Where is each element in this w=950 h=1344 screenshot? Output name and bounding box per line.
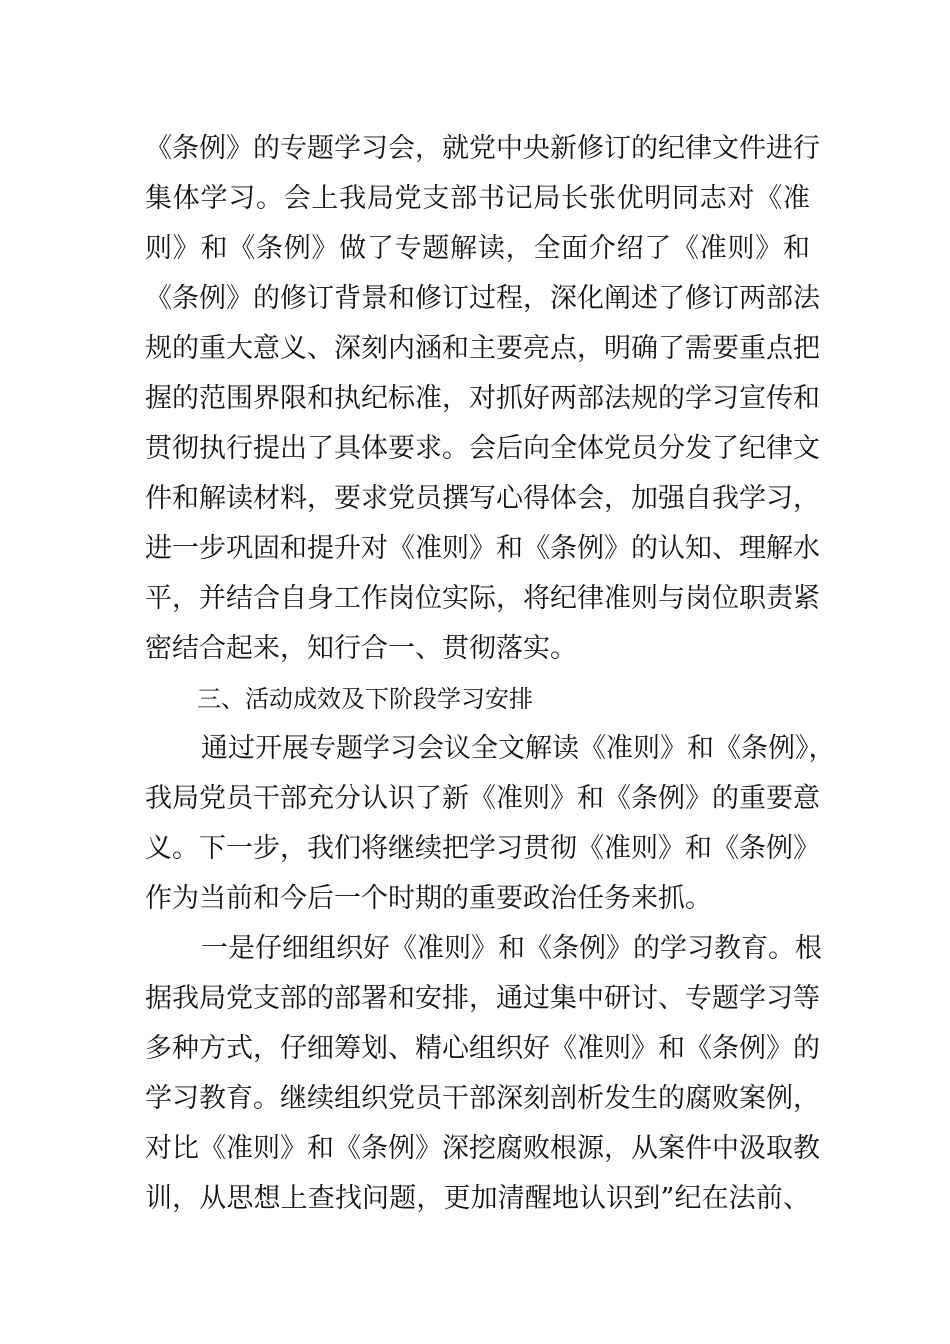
paragraph-line: 规的重大意义、深刻内涵和主要亮点，明确了需要重点把: [145, 333, 820, 364]
paragraph-line: 通过开展专题学习会议全文解读《准则》和《条例》，: [201, 733, 836, 764]
paragraph-line: 学习教育。继续组织党员干部深刻剖析发生的腐败案例，: [145, 1083, 820, 1114]
paragraph-line: 训，从思想上查找问题，更加清醒地认识到”纪在法前、: [145, 1183, 810, 1214]
paragraph-line: 多种方式，仔细筹划、精心组织好《准则》和《条例》的: [145, 1033, 820, 1064]
paragraph-line: 贯彻执行提出了具体要求。会后向全体党员分发了纪律文: [145, 433, 820, 464]
paragraph-line: 则》和《条例》做了专题解读，全面介绍了《准则》和: [145, 233, 810, 264]
paragraph-line: 一是仔细组织好《准则》和《条例》的学习教育。根: [201, 933, 822, 964]
paragraph-line: 对比《准则》和《条例》深挖腐败根源，从案件中汲取教: [145, 1133, 820, 1164]
paragraph-line: 密结合起来，知行合一、贯彻落实。: [145, 633, 577, 664]
paragraph-line: 据我局党支部的部署和安排，通过集中研讨、专题学习等: [145, 983, 820, 1014]
paragraph-line: 作为当前和今后一个时期的重要政治任务来抓。: [145, 883, 712, 914]
paragraph-line: 《条例》的修订背景和修订过程，深化阐述了修订两部法: [145, 283, 820, 314]
paragraph-line: 平，并结合自身工作岗位实际，将纪律准则与岗位职责紧: [145, 583, 820, 614]
paragraph-line: 握的范围界限和执纪标准，对抓好两部法规的学习宣传和: [145, 383, 820, 414]
paragraph-line: 集体学习。会上我局党支部书记局长张优明同志对《准: [145, 183, 810, 214]
paragraph-line: 件和解读材料，要求党员撰写心得体会，加强自我学习，: [145, 483, 820, 514]
paragraph-line: 《条例》的专题学习会，就党中央新修订的纪律文件进行: [145, 133, 820, 164]
paragraph-line: 义。下一步，我们将继续把学习贯彻《准则》和《条例》: [145, 833, 820, 864]
paragraph-line: 进一步巩固和提升对《准则》和《条例》的认知、理解水: [145, 533, 820, 564]
section-heading: 三、活动成效及下阶段学习安排: [197, 685, 533, 713]
paragraph-line: 我局党员干部充分认识了新《准则》和《条例》的重要意: [145, 783, 820, 814]
